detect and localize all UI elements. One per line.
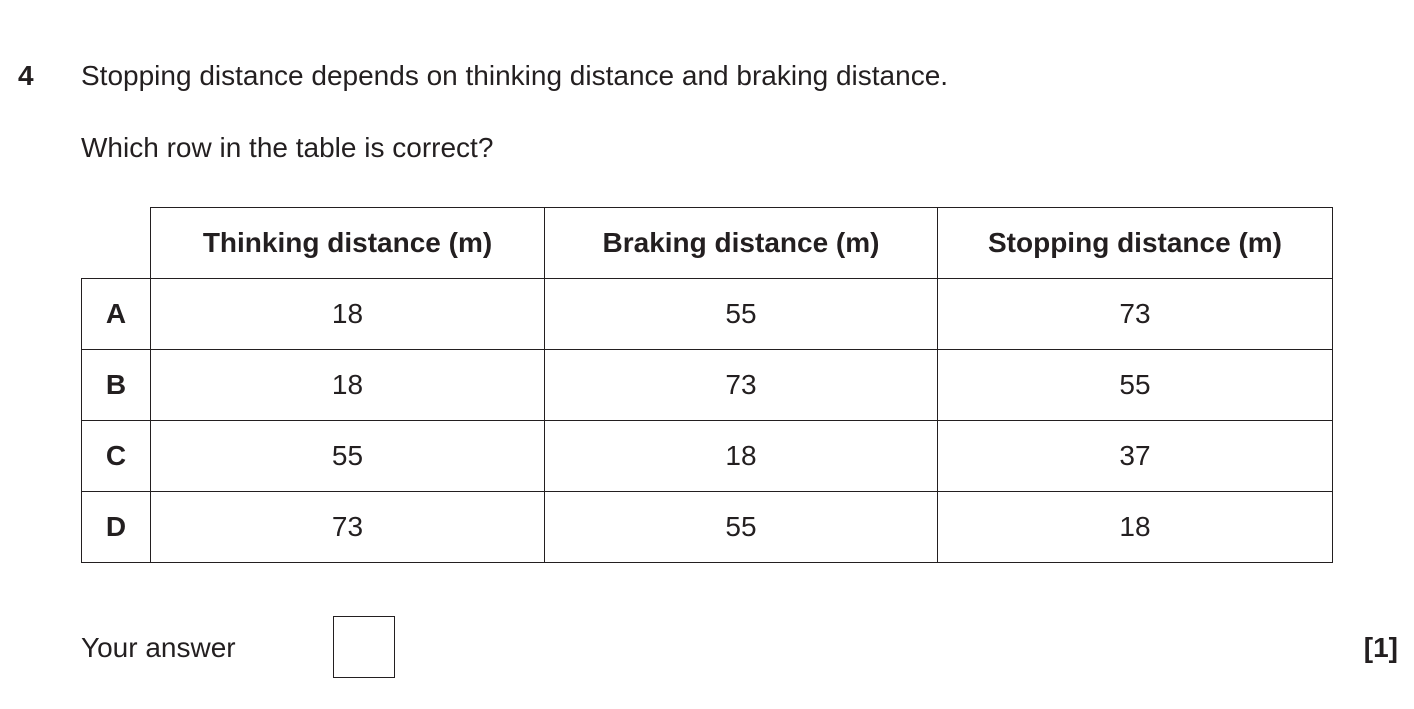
table-header-row	[82, 208, 1333, 279]
stopping-distance-cell: 55	[938, 350, 1333, 421]
answer-label: Your answer	[81, 632, 236, 663]
question-number: 4	[18, 60, 34, 91]
braking-distance-cell: 73	[545, 350, 938, 421]
header-braking-distance: Braking distance (m)	[545, 208, 938, 279]
thinking-distance-cell: 18	[151, 279, 545, 350]
table-row	[82, 421, 1333, 492]
question-prompt: Which row in the table is correct?	[81, 132, 494, 163]
options-table	[81, 207, 1333, 563]
stopping-distance-cell: 18	[938, 492, 1333, 563]
row-label: A	[82, 279, 151, 350]
header-stopping-distance: Stopping distance (m)	[938, 208, 1333, 279]
row-label: B	[82, 350, 151, 421]
row-label: D	[82, 492, 151, 563]
row-label: C	[82, 421, 151, 492]
table-row	[82, 492, 1333, 563]
braking-distance-cell: 18	[545, 421, 938, 492]
table-row	[82, 279, 1333, 350]
thinking-distance-cell: 73	[151, 492, 545, 563]
question-stem: Stopping distance depends on thinking distance and braking distance.	[81, 60, 949, 91]
marks-indicator: [1]	[1363, 632, 1398, 663]
header-thinking-distance: Thinking distance (m)	[151, 208, 545, 279]
stopping-distance-cell: 37	[938, 421, 1333, 492]
table-corner-cell	[82, 208, 151, 279]
braking-distance-cell: 55	[545, 279, 938, 350]
thinking-distance-cell: 18	[151, 350, 545, 421]
braking-distance-cell: 55	[545, 492, 938, 563]
stopping-distance-cell: 73	[938, 279, 1333, 350]
answer-box[interactable]	[333, 616, 395, 678]
table-row	[82, 350, 1333, 421]
thinking-distance-cell: 55	[151, 421, 545, 492]
